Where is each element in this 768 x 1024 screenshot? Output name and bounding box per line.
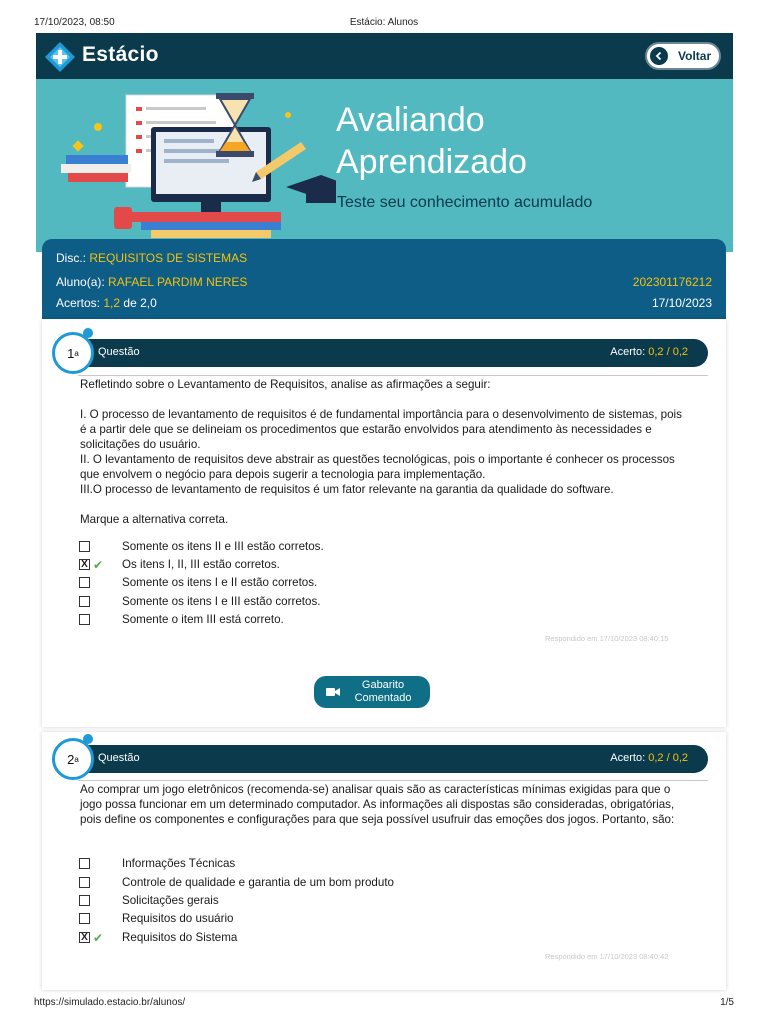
discipline-value: REQUISITOS DE SISTEMAS [89, 251, 248, 265]
option-text: Requisitos do Sistema [122, 931, 238, 944]
brand-name: Estácio [82, 43, 159, 66]
question-2-intro: Ao comprar um jogo eletrônicos (recomenda-se) analisar quais são as características mínimas exigidas para que o jogo possa funcionar em um determinado computador. As informações ali dispostas são consideradas, obrigatórias, pois define os componentes e configurações para que seja possível usufruir das emoções dos jogos. Portanto, são: [80, 783, 675, 826]
question-2-ordinal: a [74, 754, 79, 764]
hero-title [336, 99, 527, 183]
question-1-intro: Refletindo sobre o Levantamento de Requisitos, analise as afirmações a seguir: [80, 378, 491, 391]
option-checkbox[interactable] [79, 877, 90, 888]
print-url: https://simulado.estacio.br/alunos/ [34, 997, 186, 1008]
option-checkbox[interactable] [79, 858, 90, 869]
option-checkbox-checked[interactable]: X [79, 559, 90, 570]
score-total: 2,0 [140, 296, 157, 310]
option-checkbox[interactable] [79, 913, 90, 924]
back-button-label: Voltar [678, 49, 712, 63]
option-checkbox[interactable] [79, 895, 90, 906]
question-2-number-badge [52, 738, 94, 780]
question-1-number-badge [52, 332, 94, 374]
gabarito-comentado-button[interactable] [314, 676, 430, 708]
score-value: 0,2 [648, 346, 664, 358]
question-2-label: Questão [98, 752, 140, 764]
question-1-score [610, 346, 688, 358]
option-text: Somente os itens I e III estão corretos. [122, 595, 321, 608]
question-1-answered-time: Respondido em 17/10/2023 08:40:15 [545, 634, 669, 643]
hero-title-line-1: Avaliando [336, 101, 485, 139]
question-1-header [60, 339, 708, 367]
divider [78, 375, 708, 376]
option-text: Somente os itens I e II estão corretos. [122, 576, 318, 589]
question-2-score [610, 752, 688, 764]
score-label: Acerto: [610, 752, 646, 764]
print-datetime: 17/10/2023, 08:50 [34, 17, 115, 28]
option-checkbox[interactable] [79, 577, 90, 588]
score-value: 0,2 [648, 752, 664, 764]
option-text: Somente os itens II e III estão corretos. [122, 540, 324, 553]
question-1-body [80, 377, 690, 527]
score-total: 0,2 [672, 346, 688, 358]
question-1-number: 1 [67, 345, 75, 361]
option-text: Controle de qualidade e garantia de um bom produto [122, 876, 394, 889]
correct-check-icon: ✔ [93, 931, 104, 945]
option-text: Os itens I, II, III estão corretos. [122, 558, 280, 571]
question-1-statement-3: III.O processo de levantamento de requisitos é um fator relevante na garantia da qualidade do software. [80, 483, 614, 496]
student-id: 202301176212 [632, 275, 712, 289]
gabarito-label: Gabarito Comentado [354, 679, 412, 704]
question-2-header [60, 745, 708, 773]
question-1-label: Questão [98, 346, 140, 358]
option-text: Solicitações gerais [122, 894, 219, 907]
option-checkbox[interactable] [79, 596, 90, 607]
question-1-prompt: Marque a alternativa correta. [80, 513, 229, 526]
option-text: Informações Técnicas [122, 857, 236, 870]
back-button[interactable] [645, 42, 721, 70]
score-separator: / [666, 752, 670, 764]
score-total: 0,2 [672, 752, 688, 764]
score-label: Acerto: [610, 346, 646, 358]
print-header [34, 17, 734, 31]
print-title: Estácio: Alunos [349, 17, 419, 28]
top-navbar [36, 33, 733, 79]
option-text: Somente o item III está correto. [122, 613, 284, 626]
question-2-body [80, 782, 690, 827]
student-row [56, 275, 712, 291]
option-checkbox-checked[interactable]: X [79, 932, 90, 943]
discipline-label: Disc.: [56, 251, 86, 265]
correct-check-icon: ✔ [93, 558, 104, 572]
score-value: 1,2 [103, 296, 121, 310]
score-separator: / [666, 346, 670, 358]
question-2-answered-time: Respondido em 17/10/2023 08:40:42 [545, 952, 669, 961]
divider [78, 780, 708, 781]
score-row [56, 296, 712, 312]
study-illustration-icon [56, 87, 336, 247]
score-label: Acertos: [56, 296, 101, 310]
question-1-statement-2: II. O levantamento de requisitos deve abstrair as questões tecnológicas, pois o importante é conhecer os processos que envolvem o negócio para depois sugerir a tecnologia para implementação. [80, 453, 675, 481]
question-2-number: 2 [67, 751, 75, 767]
exam-date: 17/10/2023 [651, 296, 712, 310]
print-page-number: 1/5 [720, 997, 734, 1008]
student-info-panel [42, 239, 726, 319]
print-footer [34, 997, 734, 1011]
chevron-left-icon [650, 47, 668, 65]
option-text: Requisitos do usuário [122, 912, 234, 925]
student-name: RAFAEL PARDIM NERES [108, 275, 248, 289]
hero-banner [36, 79, 733, 252]
score-of: de [123, 296, 137, 310]
hero-subtitle: Teste seu conhecimento acumulado [337, 194, 593, 211]
video-camera-icon [326, 685, 340, 699]
question-1-statement-1: I. O processo de levantamento de requisitos é de fundamental importância para o desenvolvimento de sistemas, pois é a partir dele que se delineiam os procedimentos que estarão envolvidos para atendimento às necessidades e solicitações do usuário. [80, 408, 682, 451]
discipline-row [56, 251, 712, 267]
estacio-logo-icon [44, 41, 76, 73]
student-label: Aluno(a): [56, 275, 105, 289]
option-checkbox[interactable] [79, 541, 90, 552]
hero-title-line-2: Aprendizado [336, 143, 527, 181]
question-1-ordinal: a [74, 348, 79, 358]
option-checkbox[interactable] [79, 614, 90, 625]
